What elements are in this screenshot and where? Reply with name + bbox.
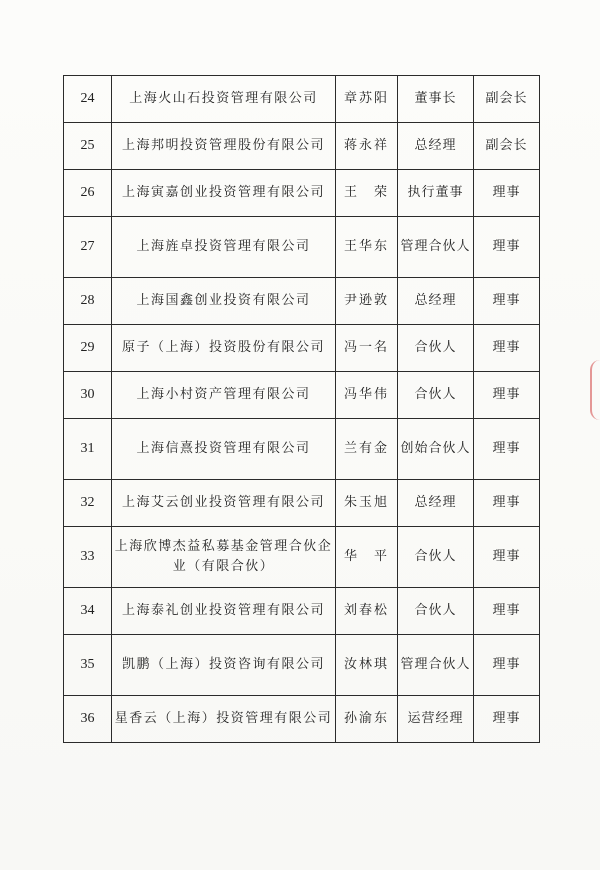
row-number: 27: [64, 217, 112, 278]
association-role: 理事: [474, 419, 540, 480]
row-number: 24: [64, 76, 112, 123]
person-name: 王华东: [336, 217, 398, 278]
company-name: 上海小村资产管理有限公司: [112, 372, 336, 419]
table-row: [64, 527, 540, 588]
company-name: 星香云（上海）投资管理有限公司: [112, 696, 336, 743]
row-number: 32: [64, 480, 112, 527]
association-role: 副会长: [474, 76, 540, 123]
row-number: 34: [64, 588, 112, 635]
company-name: 上海国鑫创业投资有限公司: [112, 278, 336, 325]
person-name: 兰有金: [336, 419, 398, 480]
row-number: 33: [64, 527, 112, 588]
person-name: 孙渝东: [336, 696, 398, 743]
table-row: [64, 278, 540, 325]
job-title: 总经理: [398, 480, 474, 527]
association-role: 理事: [474, 217, 540, 278]
association-role: 理事: [474, 278, 540, 325]
row-number: 25: [64, 123, 112, 170]
company-name: 上海泰礼创业投资管理有限公司: [112, 588, 336, 635]
job-title: 合伙人: [398, 588, 474, 635]
company-name: 上海信熹投资管理有限公司: [112, 419, 336, 480]
table-row: [64, 372, 540, 419]
job-title: 创始合伙人: [398, 419, 474, 480]
job-title: 合伙人: [398, 527, 474, 588]
row-number: 28: [64, 278, 112, 325]
person-name: 尹逊敦: [336, 278, 398, 325]
job-title: 执行董事: [398, 170, 474, 217]
association-role: 理事: [474, 372, 540, 419]
person-name: 王 荣: [336, 170, 398, 217]
job-title: 合伙人: [398, 325, 474, 372]
association-role: 理事: [474, 325, 540, 372]
job-title: 总经理: [398, 123, 474, 170]
association-role: 理事: [474, 696, 540, 743]
company-name: 上海邦明投资管理股份有限公司: [112, 123, 336, 170]
row-number: 26: [64, 170, 112, 217]
company-name: 上海艾云创业投资管理有限公司: [112, 480, 336, 527]
table-row: [64, 76, 540, 123]
person-name: 冯华伟: [336, 372, 398, 419]
table-row: [64, 217, 540, 278]
row-number: 29: [64, 325, 112, 372]
row-number: 30: [64, 372, 112, 419]
table-row: [64, 635, 540, 696]
job-title: 董事长: [398, 76, 474, 123]
person-name: 章苏阳: [336, 76, 398, 123]
company-name: 上海火山石投资管理有限公司: [112, 76, 336, 123]
company-name: 原子（上海）投资股份有限公司: [112, 325, 336, 372]
person-name: 朱玉旭: [336, 480, 398, 527]
table-row: [64, 480, 540, 527]
association-role: 理事: [474, 635, 540, 696]
association-role: 理事: [474, 527, 540, 588]
person-name: 汝林琪: [336, 635, 398, 696]
table-row: [64, 696, 540, 743]
table-row: [64, 170, 540, 217]
table-row: [64, 123, 540, 170]
member-table-body: [64, 76, 540, 743]
job-title: 运营经理: [398, 696, 474, 743]
person-name: 蒋永祥: [336, 123, 398, 170]
person-name: 冯一名: [336, 325, 398, 372]
seal-edge-mark: [590, 360, 600, 420]
company-name: 凯鹏（上海）投资咨询有限公司: [112, 635, 336, 696]
association-role: 理事: [474, 170, 540, 217]
row-number: 31: [64, 419, 112, 480]
job-title: 总经理: [398, 278, 474, 325]
job-title: 管理合伙人: [398, 217, 474, 278]
member-table: [63, 75, 540, 743]
person-name: 刘春松: [336, 588, 398, 635]
association-role: 理事: [474, 588, 540, 635]
association-role: 副会长: [474, 123, 540, 170]
row-number: 36: [64, 696, 112, 743]
company-name: 上海寅嘉创业投资管理有限公司: [112, 170, 336, 217]
company-name: 上海欣博杰益私募基金管理合伙企业（有限合伙）: [112, 527, 336, 588]
row-number: 35: [64, 635, 112, 696]
table-row: [64, 419, 540, 480]
company-name: 上海旌卓投资管理有限公司: [112, 217, 336, 278]
person-name: 华 平: [336, 527, 398, 588]
job-title: 合伙人: [398, 372, 474, 419]
association-role: 理事: [474, 480, 540, 527]
table-row: [64, 325, 540, 372]
job-title: 管理合伙人: [398, 635, 474, 696]
table-row: [64, 588, 540, 635]
